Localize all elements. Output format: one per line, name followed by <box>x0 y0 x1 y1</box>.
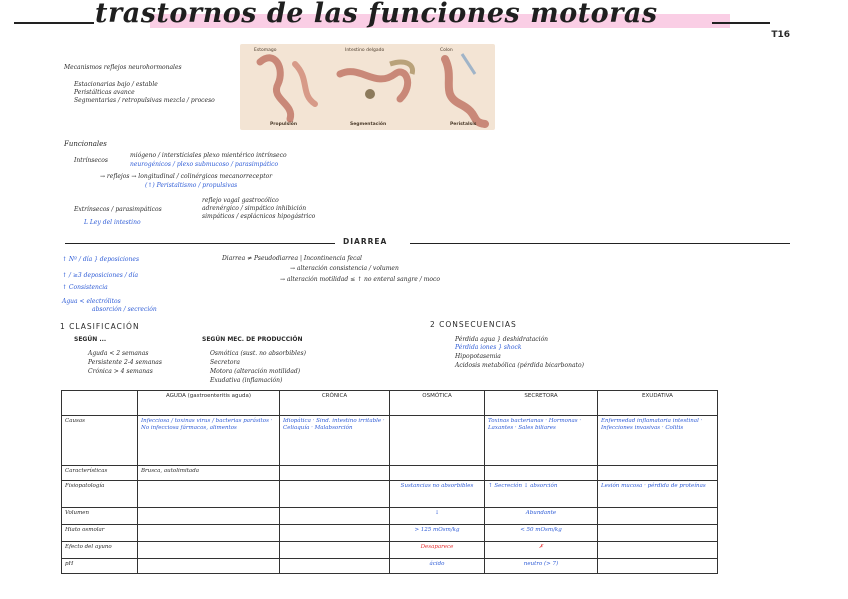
table-header-row <box>62 391 718 416</box>
mec-exudativa: Exudativa (inflamación) <box>210 377 283 384</box>
diarrea-r3: → alteración motilidad ≤ ↑ no enteral sangre / moco <box>280 276 440 283</box>
table-header-cell: CRÓNICA <box>280 391 390 416</box>
table-cell: ↑ Secreción ↓ absorción <box>485 481 598 508</box>
clasificacion-sub: SEGÚN ... <box>74 336 107 343</box>
diarrea-a2: ↑ / ≥3 deposiciones / día <box>62 272 139 279</box>
table-cell <box>138 525 280 542</box>
table-cell <box>280 525 390 542</box>
page-title: trastornos de las funciones motoras <box>95 0 658 29</box>
table-cell: Enfermedad inflamatoria intestinal · Infecciones invasivas · Colitis <box>598 416 718 466</box>
table-header-cell <box>62 391 138 416</box>
intro-line-4: Segmentarias / retropulsivas mezcla / proceso <box>74 97 215 104</box>
diarrea-a3: ↑ Consistencia <box>62 284 108 291</box>
row-label: pH <box>62 559 138 574</box>
table-cell <box>390 466 485 481</box>
diarrea-r2: → alteración consistencia / volumen <box>290 265 399 272</box>
intestine-drawing-icon <box>240 44 495 130</box>
funcionales-heading: Funcionales <box>64 140 107 148</box>
consec-3: Hipopotasemia <box>455 353 501 360</box>
extrinsecos-d: L Ley del intestino <box>84 219 141 226</box>
table-row <box>62 559 718 574</box>
clasificacion-heading: 1 CLASIFICACIÓN <box>60 322 140 331</box>
intrinsecos-a: miógeno / intersticiales plexo mientérico intrínseco <box>130 152 287 159</box>
caption-c: Colon <box>440 48 453 53</box>
clasif-aguda: Aguda < 2 semanas <box>88 350 149 357</box>
table-cell: neutro (> 7) <box>485 559 598 574</box>
mecanismo-heading: SEGÚN MEC. DE PRODUCCIÓN <box>202 336 303 343</box>
table-header-cell: OSMÓTICA <box>390 391 485 416</box>
title-rule-right <box>712 22 770 24</box>
mec-secretora: Secretora <box>210 359 240 366</box>
table-row <box>62 542 718 559</box>
row-label: Hiato osmolar <box>62 525 138 542</box>
extrinsecos-a: reflejo vagal gastrocólico <box>202 197 279 204</box>
table-cell: > 125 mOsm/kg <box>390 525 485 542</box>
table-cell <box>598 508 718 525</box>
table-cell <box>598 559 718 574</box>
mec-motora: Motora (alteración motilidad) <box>210 368 301 375</box>
table-row <box>62 525 718 542</box>
diarrhea-comparison-table <box>61 390 718 574</box>
table-cell: < 50 mOsm/kg <box>485 525 598 542</box>
diarrea-rule-right <box>410 243 790 244</box>
table-cell: Infecciosa / toxinas virus / bacterias parásitos · No infecciosa fármacos, alimentos <box>138 416 280 466</box>
table-cell <box>138 542 280 559</box>
table-cell: ↓ <box>390 508 485 525</box>
intro-line-3: Peristálticas avance <box>74 89 135 96</box>
table-cell <box>280 481 390 508</box>
table-header-cell: AGUDA (gastroenteritis aguda) <box>138 391 280 416</box>
caption-b: Intestino delgado <box>345 48 385 53</box>
table-cell <box>280 542 390 559</box>
table-cell <box>598 542 718 559</box>
table-cell <box>138 481 280 508</box>
intro-line-1: Mecanismos reflejos neurohormonales <box>64 64 182 71</box>
clasif-persistente: Persistente 2-4 semanas <box>88 359 162 366</box>
table-row <box>62 481 718 508</box>
consec-4: Acidosis metabólica (pérdida bicarbonato) <box>455 362 584 369</box>
table-cell: Idiopática · Sind. intestino irritable · Celiaquía · Malabsorción <box>280 416 390 466</box>
mec-osmotica: Osmótica (sust. no absorbibles) <box>210 350 306 357</box>
table-cell <box>280 466 390 481</box>
motility-illustration <box>240 44 495 130</box>
table-cell <box>280 559 390 574</box>
table-cell: Desaparece <box>390 542 485 559</box>
table-cell <box>138 559 280 574</box>
extrinsecos-b: adrenérgico / simpático inhibición <box>202 205 307 212</box>
table-cell: Sustancias no absorbibles <box>390 481 485 508</box>
table-cell: Brusca, autolimitada <box>138 466 280 481</box>
diarrea-heading: DIARREA <box>343 237 388 246</box>
clasif-cronica: Crónica > 4 semanas <box>88 368 153 375</box>
table-cell <box>138 508 280 525</box>
diarrea-rule-left <box>65 243 335 244</box>
table-cell <box>390 416 485 466</box>
table-cell: ✗ <box>485 542 598 559</box>
footer-b: Segmentación <box>350 122 387 127</box>
reflejos-b: (↑) Peristaltismo / propulsivas <box>145 182 238 189</box>
row-label: Causas <box>62 416 138 466</box>
row-label: Fisiopatología <box>62 481 138 508</box>
footer-a: Propulsión <box>270 122 298 127</box>
table-row <box>62 508 718 525</box>
consecuencias-heading: 2 CONSECUENCIAS <box>430 320 517 329</box>
diarrea-r1: Diarrea ≠ Pseudodiarrea | Incontinencia fecal <box>222 255 362 262</box>
table-row <box>62 466 718 481</box>
table-cell <box>280 508 390 525</box>
table-cell: ácido <box>390 559 485 574</box>
caption-a: Estomago <box>254 48 277 53</box>
reflejos: → reflejos → longitudinal / colinérgicos mecanorreceptor <box>100 173 273 180</box>
row-label: Características <box>62 466 138 481</box>
intro-line-2: Estacionarias bajo / estable <box>74 81 158 88</box>
diarrea-a4: Agua < electrólitos <box>62 298 121 305</box>
table-cell <box>485 466 598 481</box>
table-header-cell: SECRETORA <box>485 391 598 416</box>
table-cell: Toxinas bacterianas · Hormonas · Laxantes · Sales biliares <box>485 416 598 466</box>
extrinsecos: Extrínsecos / parasimpáticos <box>74 206 162 213</box>
table-cell <box>598 466 718 481</box>
extrinsecos-c: simpáticos / esplácnicos hipogástrico <box>202 213 316 220</box>
table-cell <box>598 525 718 542</box>
consec-1: Pérdida agua } deshidratación <box>455 336 549 343</box>
intrinsecos: Intrínsecos <box>74 157 108 164</box>
table-header-cell: EXUDATIVA <box>598 391 718 416</box>
row-label: Volumen <box>62 508 138 525</box>
topic-number: T16 <box>771 30 790 40</box>
footer-c: Peristalsis <box>450 122 477 127</box>
row-label: Efecto del ayuno <box>62 542 138 559</box>
diarrea-a1: ↑ Nº / día } deposiciones <box>62 256 140 263</box>
table-row <box>62 416 718 466</box>
intrinsecos-b: neurogénicos / plexo submucoso / parasimpático <box>130 161 279 168</box>
table-cell: Lesión mucosa · pérdida de proteínas <box>598 481 718 508</box>
consec-2: Pérdida iones } shock <box>455 344 522 351</box>
diarrea-a5: absorción / secreción <box>92 306 157 313</box>
table-cell: Abundante <box>485 508 598 525</box>
title-rule-left <box>14 22 94 24</box>
